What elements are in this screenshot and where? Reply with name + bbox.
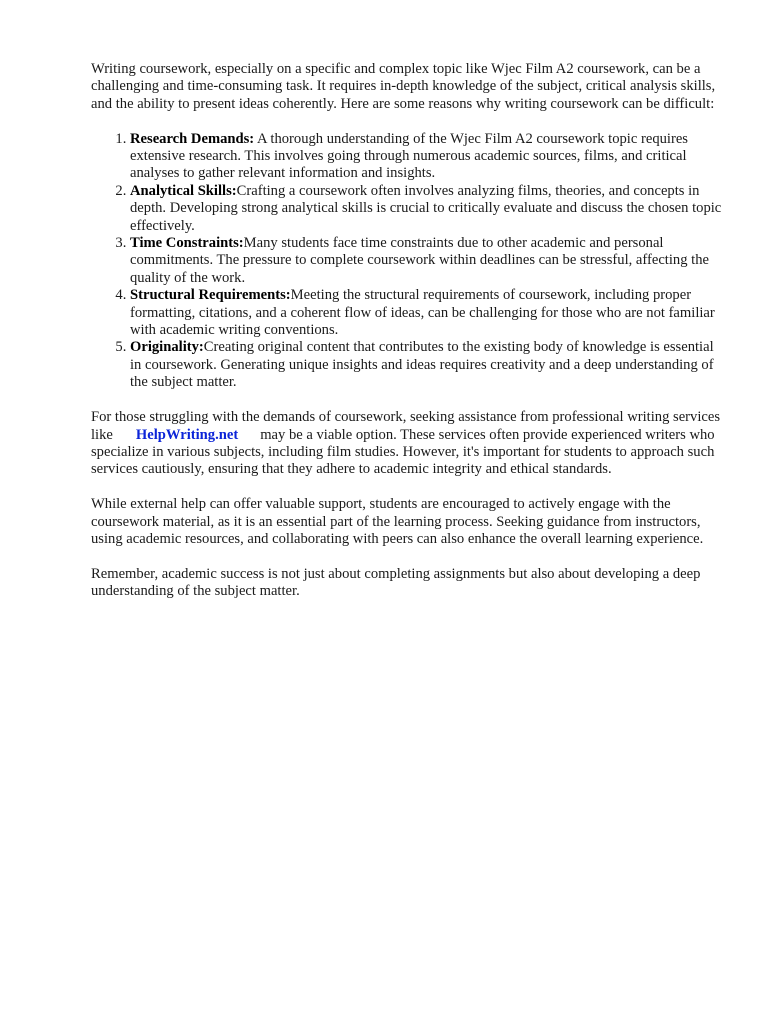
- list-item: [130, 339, 727, 391]
- list-item-text: Meeting the structural requirements of coursework, including proper formatting, citations, and a coherent flow of ideas, can be challenging for those who are not familiar with academic writing conventions.: [130, 287, 715, 339]
- list-item: [130, 235, 727, 287]
- services-text-before: For those struggling with the demands of coursework, seeking assistance from professional writing services like: [91, 409, 721, 443]
- list-item-text: A thorough understanding of the Wjec Film A2 coursework topic requires extensive research. This involves going through numerous academic sources, films, and critical analyses to gather relevant information and insights.: [130, 130, 688, 182]
- list-item: [130, 131, 727, 183]
- list-item: [130, 287, 727, 339]
- closing-paragraph: Remember, academic success is not just about completing assignments but also about developing a deep understanding of the subject matter.: [91, 565, 701, 600]
- list-item-term: Originality:: [130, 339, 204, 356]
- list-item-text: Crafting a coursework often involves analyzing films, theories, and concepts in depth. Developing strong analytical skills is crucial to critically evaluate and discuss the chosen topic effectively.: [130, 182, 722, 234]
- list-item-term: Research Demands:: [130, 130, 255, 147]
- services-text-after: may be a viable option. These services often provide experienced writers who specialize in various subjects, including film studies. However, it's important for students to approach such services cautiously, ensuring that they adhere to academic integrity and ethical standards.: [91, 426, 715, 478]
- list-item-term: Time Constraints:: [130, 235, 244, 252]
- list-item-text: Many students face time constraints due to other academic and personal commitments. The pressure to complete coursework within deadlines can be stressful, affecting the quality of the work.: [130, 235, 709, 286]
- helpwriting-link[interactable]: HelpWriting.net: [135, 426, 239, 443]
- document-page: [91, 61, 727, 618]
- services-paragraph: [91, 409, 727, 479]
- list-item: [130, 183, 727, 235]
- list-item-term: Analytical Skills:: [130, 182, 237, 199]
- list-item-text: Creating original content that contributes to the existing body of knowledge is essential in coursework. Generating unique insights and ideas requires creativity and a deep understanding of the subject matter.: [130, 339, 714, 391]
- intro-paragraph: Writing coursework, especially on a specific and complex topic like Wjec Film A2 coursework, can be a challenging and time-consuming task. It requires in-depth knowledge of the subject, critical analysis skills, and the ability to present ideas coherently. Here are some reasons why writing coursework can be difficult:: [91, 61, 716, 112]
- engagement-paragraph: While external help can offer valuable support, students are encouraged to actively engage with the coursework material, as it is an essential part of the learning process. Seeking guidance from instructors, using academic resources, and collaborating with peers can also enhance the overall learning experience.: [91, 496, 704, 547]
- reasons-list: [91, 131, 727, 392]
- list-item-term: Structural Requirements:: [130, 287, 291, 304]
